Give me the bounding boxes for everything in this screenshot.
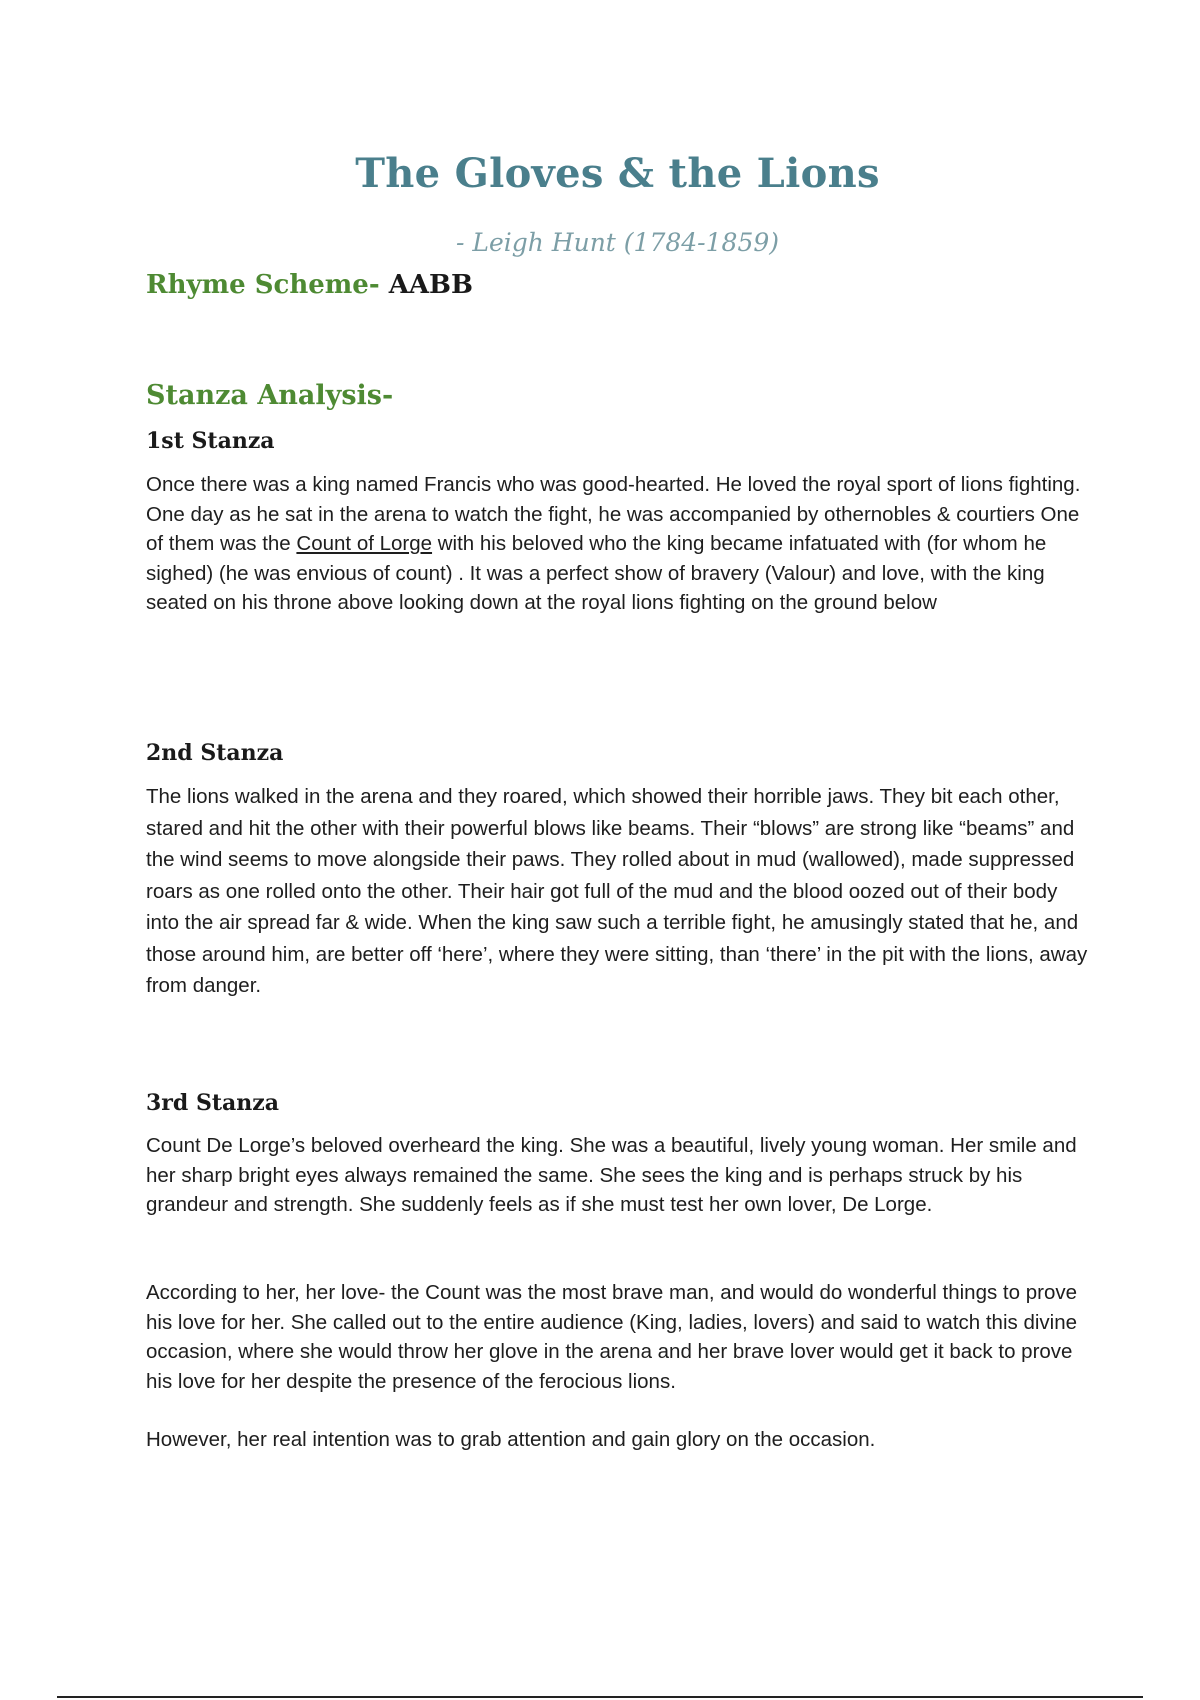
stanza-3-paragraph-1: Count De Lorge’s beloved overheard the king. She was a beautiful, lively young woman. Her smile and her sharp bright eyes always remained the same. She sees the king and is perhaps struck by his grandeur and strength. She suddenly feels as if she must test her own lover, De Lorge. — [146, 1134, 1077, 1216]
stanza-1-text-end: with his beloved who the king became infatuated with (for whom he sighed) (he was envious of count) . It was a perfect show of bravery (Valour) and love, with the king seated on his throne above looking down at the royal lions fighting on the ground below — [146, 532, 1047, 614]
stanza-1-paragraph — [146, 470, 1091, 618]
stanza-1-text-start: Once there was a king named Francis who was good-hearted. He loved the royal sport of lions fighting. One day as he sat in the arena to watch the fight, he was accompanied by othernobles & courtiers One of them was the — [146, 473, 1081, 555]
rhyme-scheme-value: AABB — [388, 270, 473, 300]
rhyme-scheme — [146, 270, 473, 300]
stanza-3-paragraph-3: However, her real intention was to grab attention and gain glory on the occasion. — [146, 1428, 876, 1451]
bottom-divider — [57, 1696, 1143, 1698]
stanza-2-paragraph: The lions walked in the arena and they roared, which showed their horrible jaws. They bit each other, stared and hit the other with their powerful blows like beams. Their “blows” are strong like “beams” and the wind seems to move alongside their paws. They rolled about in mud (wallowed), made suppressed roars as one rolled onto the other. Their hair got full of the mud and the blood oozed out of their body into the air spread far & wide. When the king saw such a terrible fight, he amusingly stated that he, and those around him, are better off ‘here’, where they were sitting, than ‘there’ in the pit with the lions, away from danger. — [146, 785, 1088, 997]
author-line: - Leigh Hunt (1784-1859) — [455, 228, 780, 257]
count-of-lorge-underlined: Count of Lorge — [296, 532, 433, 555]
stanza-3-paragraph-2: According to her, her love- the Count was the most brave man, and would do wonderful things to prove his love for her. She called out to the entire audience (King, ladies, lovers) and said to watch this divine occasion, where she would throw her glove in the arena and her brave lover would get it back to prove his love for her despite the presence of the ferocious lions. — [146, 1281, 1078, 1393]
stanza-3-heading: 3rd Stanza — [146, 1090, 279, 1116]
page-title: The Gloves & the Lions — [355, 150, 880, 197]
rhyme-scheme-label: Rhyme Scheme- — [146, 270, 380, 300]
stanza-2-heading: 2nd Stanza — [146, 740, 284, 766]
stanza-1-heading: 1st Stanza — [146, 428, 275, 454]
stanza-analysis-heading: Stanza Analysis- — [146, 380, 394, 411]
